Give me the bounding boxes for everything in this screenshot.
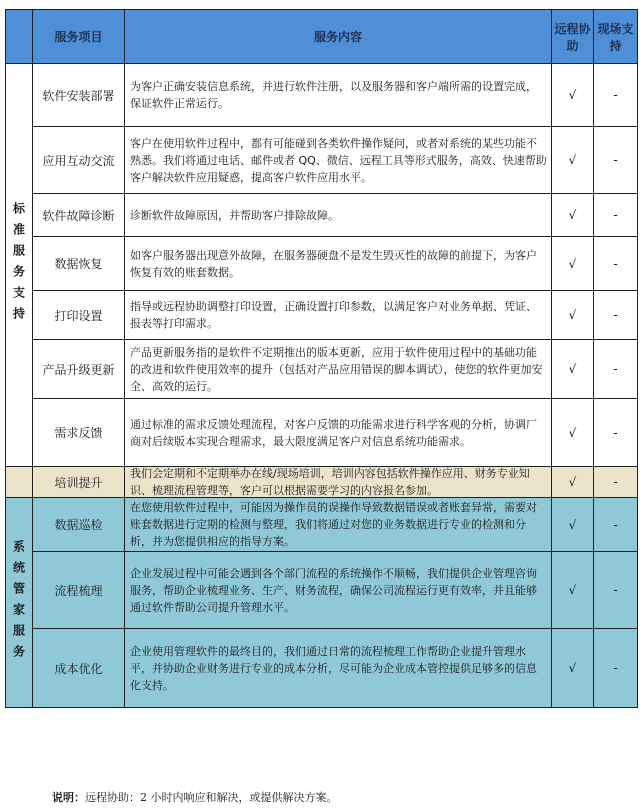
- remote-check-cell: [551, 290, 594, 340]
- onsite-cell: [593, 193, 638, 237]
- onsite-dash: -: [613, 425, 618, 440]
- header-blank: [5, 9, 33, 64]
- onsite-dash: -: [613, 208, 618, 222]
- remote-check-mark: √: [568, 475, 577, 489]
- header-item-label: 服务项目: [54, 30, 103, 44]
- header-onsite-label: 现场支持: [597, 21, 634, 53]
- onsite-dash: -: [613, 362, 618, 376]
- footnote: [52, 789, 338, 805]
- onsite-dash: -: [613, 517, 618, 532]
- footnote-text: 远程协助：2 小时内响应和解决，或提供解决方案。: [85, 791, 338, 804]
- service-content-cell: [124, 628, 552, 708]
- service-item-cell: [32, 466, 125, 498]
- onsite-cell: [593, 551, 638, 629]
- remote-check-cell: [551, 398, 594, 467]
- remote-check-mark: √: [568, 425, 577, 440]
- remote-check-mark: √: [568, 517, 577, 532]
- service-item-cell: [32, 126, 125, 194]
- service-content-text: 通过标准的需求反馈处理流程，对客户反馈的功能需求进行科学客观的分析，协调厂商对后续版本实现合理需求，最大限度满足客户对信息系统功能需求。: [130, 417, 537, 448]
- header-content: [124, 9, 552, 64]
- onsite-cell: [593, 497, 638, 552]
- service-item-name: 应用互动交流: [42, 153, 115, 168]
- onsite-cell: [593, 339, 638, 399]
- onsite-cell: [593, 126, 638, 194]
- onsite-cell: [593, 466, 638, 498]
- header-content-label: 服务内容: [313, 30, 362, 44]
- onsite-dash: -: [613, 475, 618, 489]
- remote-check-cell: [551, 236, 594, 291]
- service-item-cell: [32, 398, 125, 467]
- service-item-cell: [32, 236, 125, 291]
- onsite-cell: [593, 290, 638, 340]
- remote-check-mark: √: [568, 208, 577, 222]
- header-item: [32, 9, 125, 64]
- header-remote: [551, 9, 594, 64]
- header-onsite: [593, 9, 638, 64]
- remote-check-cell: [551, 497, 594, 552]
- service-content-text: 企业发展过程中可能会遇到各个部门流程的系统操作不顺畅，我们提供企业管理咨询服务，帮助企业梳理业务、生产、财务流程，确保公司流程运行更有效率，并且能够通过软件帮助公司提升管理水平。: [130, 566, 537, 614]
- service-content-text: 如客户服务器出现意外故障，在服务器硬盘不是发生毁灭性的故障的前提下，为客户恢复有效的账套数据。: [130, 248, 537, 279]
- service-item-name: 软件故障诊断: [42, 208, 115, 223]
- onsite-dash: -: [613, 88, 618, 102]
- onsite-dash: -: [613, 661, 618, 675]
- service-item-name: 需求反馈: [54, 426, 103, 440]
- service-content-text: 指导或远程协助调整打印设置，正确设置打印参数，以满足客户对业务单据、凭证、报表等打印需求。: [130, 300, 537, 330]
- service-item-name: 数据恢复: [54, 257, 103, 271]
- service-content-cell: [124, 63, 552, 127]
- service-item-cell: [32, 628, 125, 708]
- remote-check-cell: [551, 628, 594, 708]
- service-content-text: 客户在使用软件过程中，都有可能碰到各类软件操作疑问，或者对系统的某些功能不熟悉。我们将通过电话、邮件或者 QQ、微信、远程工具等形式服务，高效、快速帮助客户解决软件应用疑惑，提高客户软件应用水平。: [130, 136, 547, 184]
- service-content-cell: [124, 398, 552, 467]
- service-item-name: 流程梳理: [54, 583, 103, 598]
- category-system-management-label: 系统管家服务: [11, 539, 26, 666]
- onsite-cell: [593, 63, 638, 127]
- footnote-label: 说明：: [52, 791, 85, 804]
- service-content-cell: [124, 236, 552, 291]
- service-content-cell: [124, 290, 552, 340]
- service-item-cell: [32, 193, 125, 237]
- service-item-name: 成本优化: [54, 661, 103, 676]
- onsite-cell: [593, 628, 638, 708]
- service-content-text: 为客户正确安装信息系统，并进行软件注册，以及服务器和客户端所需的设置完成，保证软件正常运行。: [130, 80, 537, 110]
- remote-check-mark: √: [568, 88, 577, 102]
- category-training-blank: [5, 466, 33, 498]
- service-item-cell: [32, 551, 125, 629]
- remote-check-mark: √: [568, 661, 577, 675]
- service-content-text: 诊断软件故障原因，并帮助客户排除故障。: [130, 208, 339, 222]
- service-content-text: 企业使用管理软件的最终目的，我们通过日常的流程梳理工作帮助企业提升管理水平，并协助企业财务进行专业的成本分析，尽可能为企业成本管控提供足够多的信息化支持。: [130, 644, 537, 692]
- header-remote-label: 远程协助: [554, 21, 591, 53]
- remote-check-mark: √: [568, 362, 577, 376]
- service-item-name: 数据巡检: [54, 518, 103, 532]
- remote-check-mark: √: [568, 153, 577, 167]
- onsite-cell: [593, 236, 638, 291]
- service-item-cell: [32, 63, 125, 127]
- service-content-text: 产品更新服务指的是软件不定期推出的版本更新，应用于软件使用过程中的基础功能的改进和软件使用效率的提升（包括对产品应用错误的脚本调试），使您的软件更加安全、高效的运行。: [130, 345, 543, 393]
- service-content-cell: [124, 126, 552, 194]
- onsite-dash: -: [613, 153, 618, 167]
- service-content-text: 我们会定期和不定期举办在线/现场培训，培训内容包括软件操作应用、财务专业知识、梳理流程管理等，客户可以根据需要学习的内容报名参加。: [130, 467, 530, 497]
- category-standard-support: [5, 63, 33, 467]
- remote-check-mark: √: [568, 583, 577, 597]
- remote-check-cell: [551, 551, 594, 629]
- service-item-cell: [32, 497, 125, 552]
- service-content-cell: [124, 551, 552, 629]
- service-content-cell: [124, 339, 552, 399]
- service-item-name: 打印设置: [54, 308, 103, 323]
- service-content-text: 在您使用软件过程中，可能因为操作员的误操作导致数据错误或者账套异常，需要对账套数据进行定期的检测与整理，我们将通过对您的业务数据进行专业的检测和分析，并为您提供相应的指导方案。: [130, 501, 537, 548]
- service-item-name: 软件安装部署: [42, 88, 115, 103]
- category-system-management: [5, 497, 33, 708]
- remote-check-cell: [551, 193, 594, 237]
- service-content-cell: [124, 497, 552, 552]
- remote-check-cell: [551, 63, 594, 127]
- remote-check-mark: √: [568, 308, 577, 322]
- onsite-cell: [593, 398, 638, 467]
- remote-check-mark: √: [568, 256, 577, 271]
- service-content-cell: [124, 193, 552, 237]
- service-item-name: 产品升级更新: [42, 362, 115, 377]
- remote-check-cell: [551, 339, 594, 399]
- service-item-cell: [32, 339, 125, 399]
- remote-check-cell: [551, 126, 594, 194]
- service-item-name: 培训提升: [54, 475, 103, 490]
- category-standard-support-label: 标准服务支持: [11, 202, 26, 328]
- remote-check-cell: [551, 466, 594, 498]
- onsite-dash: -: [613, 583, 618, 597]
- service-item-cell: [32, 290, 125, 340]
- onsite-dash: -: [613, 256, 618, 271]
- service-content-cell: [124, 466, 552, 498]
- onsite-dash: -: [613, 308, 618, 322]
